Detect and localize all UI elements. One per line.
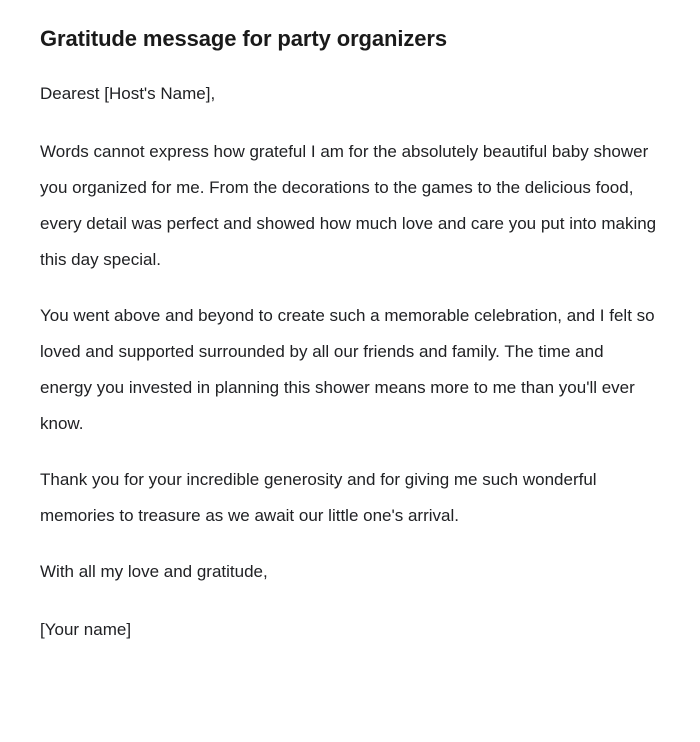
paragraph-closing: With all my love and gratitude, (40, 562, 268, 581)
paragraph-body-3: Thank you for your incredible generosity and for giving me such wonderful memories to treasure as we await our little one's arrival. (40, 470, 597, 525)
paragraph-signature: [Your name] (40, 620, 132, 639)
paragraph-salutation: Dearest [Host's Name], (40, 84, 216, 103)
paragraph-body-1: Words cannot express how grateful I am for the absolutely beautiful baby shower you organized for me. From the decorations to the games to the delicious food, every detail was perfect and showed how much love and care you put into making this day special. (40, 142, 657, 269)
page-title: Gratitude message for party organizers (40, 26, 447, 51)
paragraph-body-2: You went above and beyond to create such a memorable celebration, and I felt so loved and supported surrounded by all our friends and family. The time and energy you invested in planning this shower means more to me than you'll ever know. (40, 306, 655, 433)
